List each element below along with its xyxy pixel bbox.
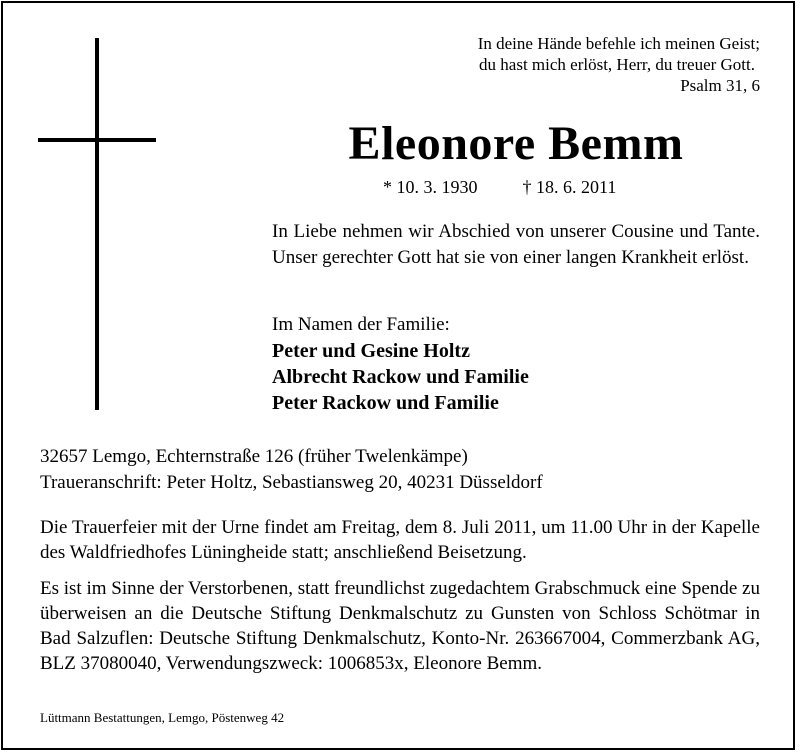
- family-members: [272, 338, 529, 416]
- undertaker-credit: Lüttmann Bestattungen, Lemgo, Pöstenweg 42: [40, 710, 285, 725]
- psalm-quote: [360, 33, 760, 96]
- psalm-line-1: In deine Hände befehle ich meinen Geist;: [477, 34, 760, 53]
- farewell-text: In Liebe nehmen wir Abschied von unserer Cousine und Tante. Unser gerechter Gott hat sie von einer langen Krankheit erlöst.: [272, 221, 760, 268]
- mourning-address: Traueranschrift: Peter Holtz, Sebastiansweg 20, 40231 Düsseldorf: [40, 472, 543, 493]
- cross-vertical-bar: [95, 38, 99, 410]
- donation-text: Es ist im Sinne der Verstorbenen, statt freundlichst zugedachtem Grabschmuck eine Spende zu überweisen an die Deutsche Stiftung Denkmalschutz zu Gunsten von Schloss Schötmar in Bad Salzuflen: Deutsche Stiftung Denkmalschutz, Konto-Nr. 263667004, Commerzbank AG, BLZ 37080040, Verwendungszweck: 1006853x, Eleonore Bemm.: [40, 578, 760, 674]
- address-block: [40, 444, 543, 496]
- psalm-line-2: du hast mich erlöst, Herr, du treuer Gott.: [479, 55, 755, 74]
- life-dates: [383, 176, 616, 198]
- family-member: Peter und Gesine Holtz: [272, 340, 470, 362]
- deceased-name: Eleonore Bemm: [348, 117, 684, 170]
- family-member: Peter Rackow und Familie: [272, 392, 499, 414]
- family-intro: Im Namen der Familie:: [272, 314, 450, 335]
- cross-horizontal-bar: [38, 138, 156, 142]
- family-member: Albrecht Rackow und Familie: [272, 366, 529, 388]
- death-date: † 18. 6. 2011: [522, 177, 617, 197]
- ceremony-text: Die Trauerfeier mit der Urne findet am Freitag, dem 8. Juli 2011, um 11.00 Uhr in der Kapelle des Waldfriedhofes Lüningheide statt; anschließend Beisetzung.: [40, 517, 760, 563]
- birth-date: * 10. 3. 1930: [383, 177, 478, 197]
- psalm-reference: Psalm 31, 6: [680, 76, 760, 95]
- home-address: 32657 Lemgo, Echternstraße 126 (früher Twelenkämpe): [40, 446, 468, 467]
